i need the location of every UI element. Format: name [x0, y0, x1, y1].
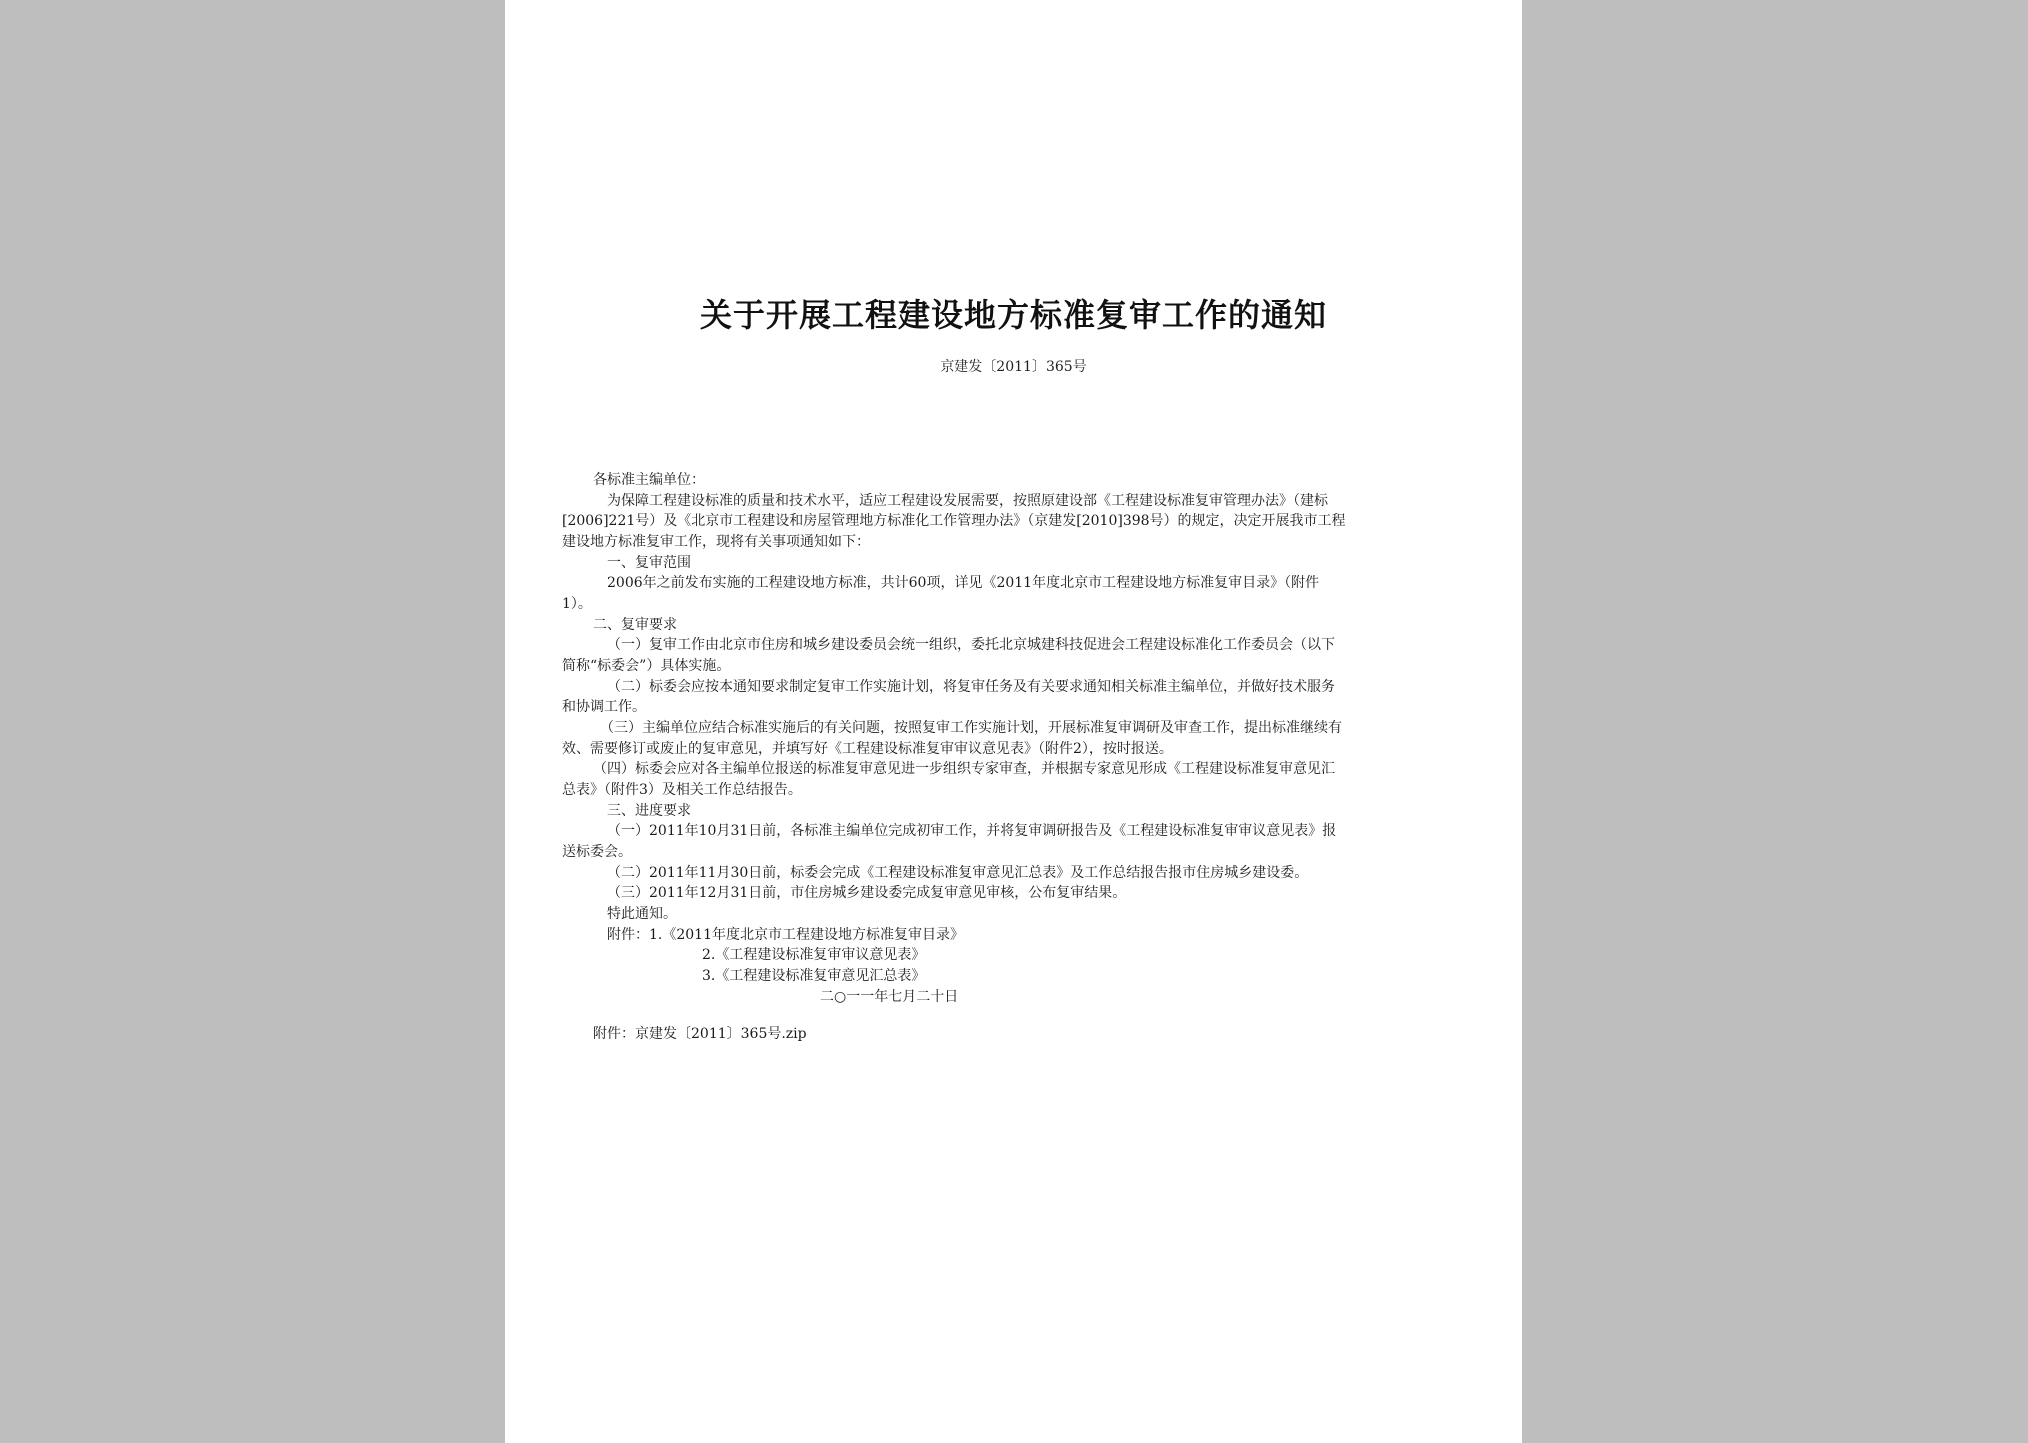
paragraph-line: 1）。 [562, 596, 592, 612]
attachment-list-item: 附件：1.《2011年度北京市工程建设地方标准复审目录》 [607, 927, 964, 943]
attachment-list-item: 3.《工程建设标准复审意见汇总表》 [702, 968, 926, 984]
paragraph-line: 简称“标委会”）具体实施。 [562, 658, 731, 674]
paragraph-line: 建设地方标准复审工作，现将有关事项通知如下： [562, 534, 870, 550]
paragraph-line: （二）标委会应按本通知要求制定复审工作实施计划，将复审任务及有关要求通知相关标准主编单位，并做好技术服务 [607, 679, 1335, 695]
paragraph-line: （四）标委会应对各主编单位报送的标准复审意见进一步组织专家审查，并根据专家意见形成《工程建设标准复审意见汇 [593, 761, 1335, 777]
section-heading: 一、复审范围 [607, 555, 691, 571]
document-number: 京建发〔2011〕365号 [940, 359, 1087, 375]
paragraph-line: 总表》（附件3）及相关工作总结报告。 [562, 782, 802, 798]
paragraph-line: 为保障工程建设标准的质量和技术水平，适应工程建设发展需要，按照原建设部《工程建设标准复审管理办法》（建标 [607, 493, 1328, 509]
paragraph-line: （二）2011年11月30日前，标委会完成《工程建设标准复审意见汇总表》及工作总结报告报市住房城乡建设委。 [607, 865, 1309, 881]
attachment-list-item: 2.《工程建设标准复审审议意见表》 [702, 947, 926, 963]
document-date: 二○一一年七月二十日 [820, 989, 959, 1005]
paragraph-line: （三）2011年12月31日前，市住房城乡建设委完成复审意见审核，公布复审结果。 [607, 885, 1127, 901]
section-heading: 三、进度要求 [607, 803, 691, 819]
paragraph-line: （三）主编单位应结合标准实施后的有关问题，按照复审工作实施计划，开展标准复审调研及审查工作，提出标准继续有 [600, 720, 1342, 736]
document-page [505, 0, 1522, 1443]
closing-line: 特此通知。 [607, 906, 677, 922]
paragraph-line: 2006年之前发布实施的工程建设地方标准，共计60项，详见《2011年度北京市工程建设地方标准复审目录》（附件 [607, 575, 1320, 591]
salutation: 各标准主编单位： [593, 472, 705, 488]
paragraph-line: 送标委会。 [562, 844, 632, 860]
paragraph-line: 和协调工作。 [562, 699, 646, 715]
paragraph-line: （一）复审工作由北京市住房和城乡建设委员会统一组织，委托北京城建科技促进会工程建设标准化工作委员会（以下 [607, 637, 1335, 653]
paragraph-line: 效、需要修订或废止的复审意见，并填写好《工程建设标准复审审议意见表》（附件2），按时报送。 [562, 741, 1173, 757]
document-title: 关于开展工程建设地方标准复审工作的通知 [699, 296, 1327, 334]
paragraph-line: [2006]221号）及《北京市工程建设和房屋管理地方标准化工作管理办法》（京建发[2010]398号）的规定，决定开展我市工程 [562, 513, 1346, 529]
section-heading: 二、复审要求 [593, 617, 677, 633]
paragraph-line: （一）2011年10月31日前，各标准主编单位完成初审工作，并将复审调研报告及《工程建设标准复审审议意见表》报 [607, 823, 1337, 839]
attachment-download-link[interactable]: 附件：京建发〔2011〕365号.zip [593, 1026, 807, 1042]
